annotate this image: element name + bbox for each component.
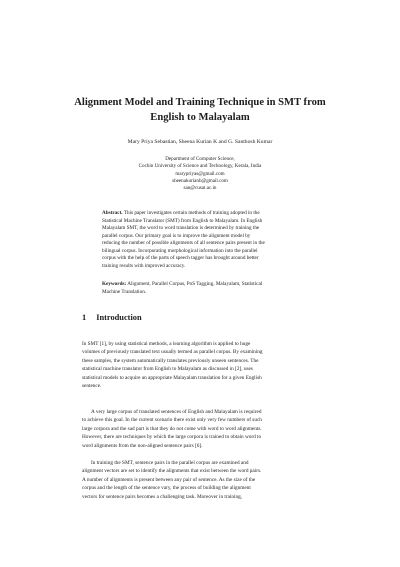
keywords-text: Alignment, Parallel Corpus, PoS Tagging, Malayalam, Statistical: [127, 281, 263, 287]
body-line: word alignments from the non-aligned sentence pairs [6].: [82, 442, 203, 449]
title-line: English to Malayalam: [150, 112, 250, 123]
body-line: A very large corpus of translated sentences of English and Malayalam is required: [91, 409, 262, 415]
title-line: Alignment Model and Training Technique in SMT from: [74, 97, 326, 108]
affiliation-line: Department of Computer Science,: [165, 156, 235, 162]
keywords-line: [102, 281, 312, 289]
abstract-lead: Abstract.: [102, 210, 123, 216]
affiliation-line: Cochin University of Science and Technology, Kerala, India: [138, 163, 262, 170]
body-paragraph: [82, 340, 332, 391]
keywords-line: Machine Translation.: [102, 288, 147, 295]
body-line: sentence.: [82, 383, 102, 390]
abstract-line: reducing the number of possible alignments of all sentence pairs present in the: [102, 240, 265, 247]
abstract-text: This paper investigates certain methods of training adopted in the: [123, 210, 260, 216]
keywords-lead: Keywords:: [102, 281, 127, 287]
keywords-block: [102, 281, 312, 296]
abstract-line: corpus with the help of the parts of speech tagger has brought around better: [102, 255, 259, 262]
body-line: statistical models to acquire an appropriate Malayalam translation for a given English: [82, 374, 262, 381]
abstract-line: [102, 210, 312, 218]
body-line: to achieve this goal. In the current scenario there exist only very few numbers of such: [82, 417, 262, 424]
abstract-line: training results with improved accuracy.: [102, 262, 186, 269]
section-title: Introduction: [96, 313, 142, 322]
section-number: 1: [82, 313, 87, 322]
body-line: A number of alignments is present between any pair of sentence. As the size of the: [82, 476, 256, 483]
body-paragraph: [82, 459, 332, 501]
body-line: these samples, the system automatically translates previously unseen sentences. The: [82, 357, 259, 364]
abstract-line: Malayalam SMT, the word to word translation is determined by training the: [102, 225, 260, 232]
body-line: In training the SMT, sentence pairs in the parallel corpus are examined and: [91, 460, 249, 466]
body-line: large corpora and the sad part is that they do not come with word to word alignments.: [82, 425, 262, 432]
body-line: volumes of previously translated text usually termed as parallel corpus. By examining: [82, 349, 263, 356]
body-line: However, there are techniques by which the large corpora is trained to obtain word to: [82, 434, 262, 441]
affiliation-block: [60, 156, 340, 192]
section-heading: [82, 313, 142, 322]
abstract-line: Statistical Machine Translator (SMT) from English to Malayalam. In English: [102, 217, 263, 224]
email-line: san@cusat.ac.in: [183, 185, 217, 192]
abstract-block: [102, 210, 312, 270]
author-list: Mary Priya Sebastian, Sheena Kurian K and G. Santhosh Kumar: [127, 139, 273, 145]
body-line: vectors for sentence pairs becomes a challenging task. Moreover in training,: [82, 493, 243, 500]
abstract-line: parallel corpus. Our primary goal is to improve the alignment model by: [102, 232, 251, 239]
body-line: In SMT [1], by using statistical methods, a learning algorithm is applied to huge: [82, 341, 251, 347]
body-paragraph: [82, 408, 332, 450]
body-line: statistical machine translator from English to Malayalam as discussed in [2], uses: [82, 366, 253, 373]
email-line: marypriyas@gmail.com: [175, 170, 225, 177]
email-line: sheenakurianb@gmail.com: [172, 177, 228, 184]
abstract-line: bilingual corpus. Incorporating morphological information into the parallel: [102, 247, 258, 254]
paper-title: [60, 95, 340, 125]
body-line: alignment vectors are set to identify the alignments that exist between the word pairs.: [82, 468, 262, 475]
body-line: corpus and the length of the sentence vary, the process of building the alignment: [82, 485, 251, 492]
